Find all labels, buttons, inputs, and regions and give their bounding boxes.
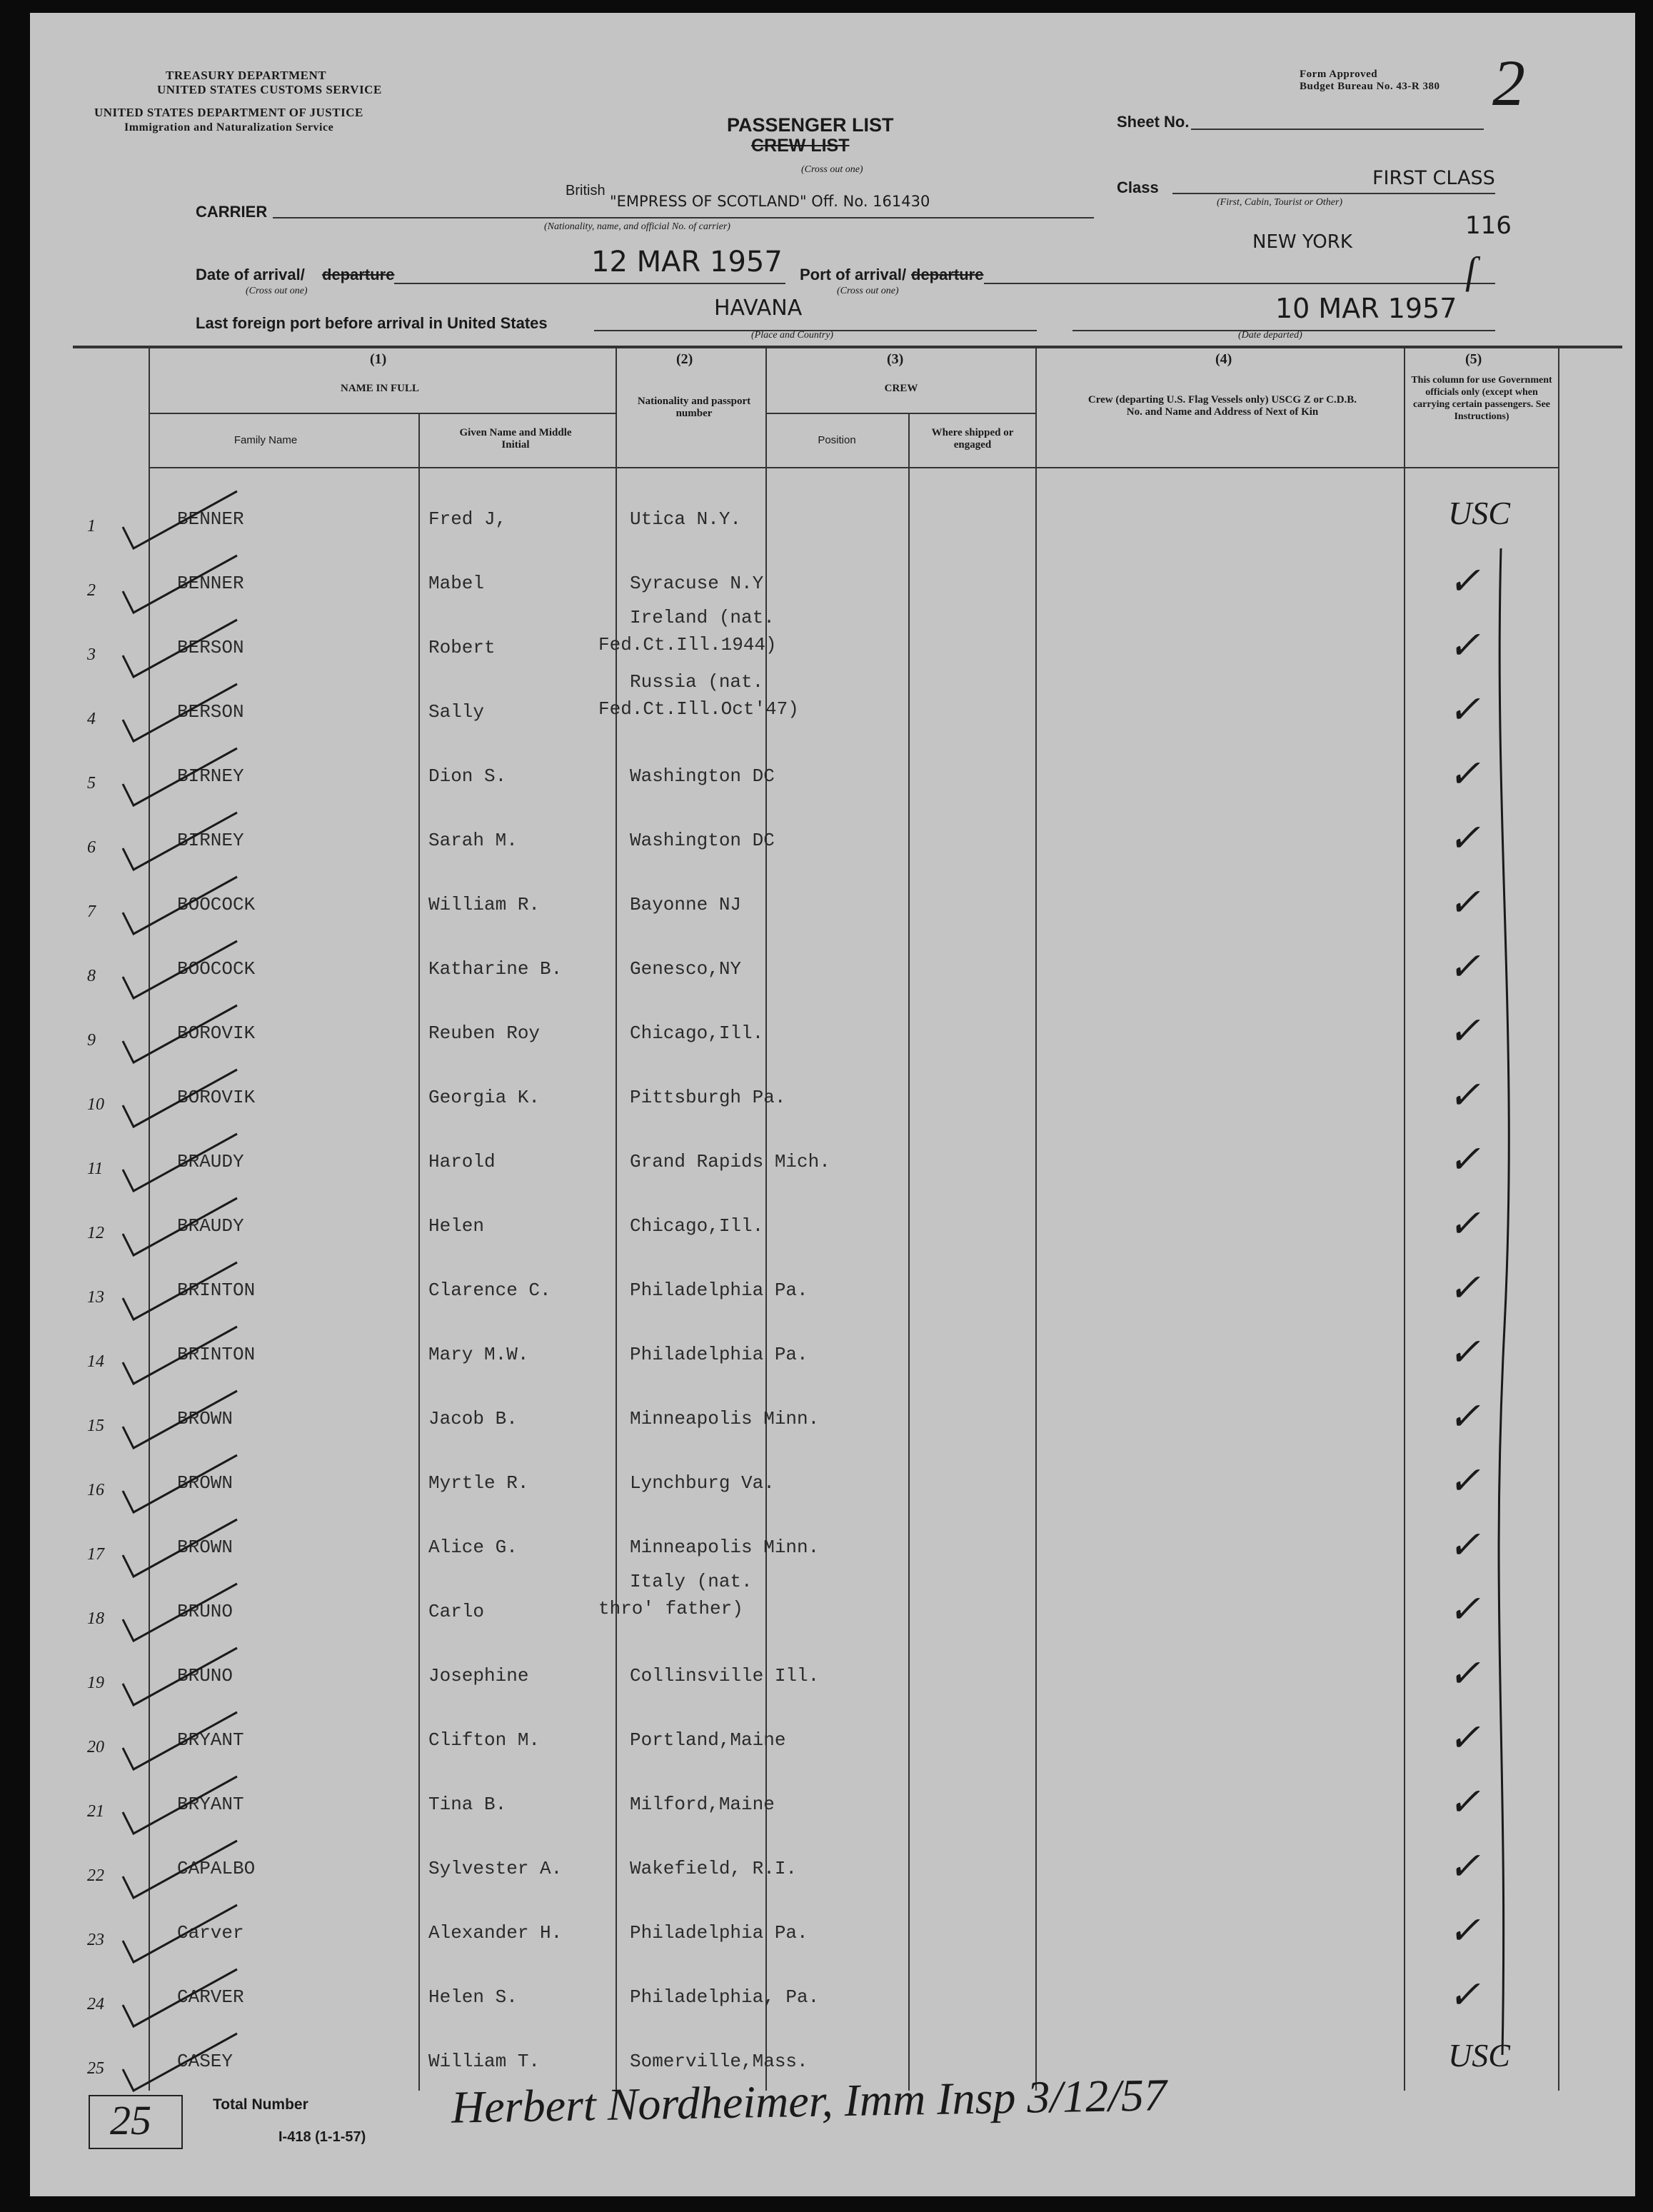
col3-position: Position [818,434,856,446]
family-name: Carver [177,1922,244,1944]
row-number: 20 [87,1738,104,1756]
nationality: Philadelphia Pa. [630,1922,808,1944]
nationality: Bayonne NJ [630,894,742,915]
agency-line-4: Immigration and Naturalization Service [124,121,334,134]
nationality: Pittsburgh Pa. [630,1087,786,1108]
official-check-mark: USC [1448,495,1510,531]
nationality: Philadelphia Pa. [630,1280,808,1301]
family-name: BENNER [177,508,244,530]
row-number: 2 [87,581,96,600]
official-check-mark: ✓ [1448,1459,1481,1502]
given-name: William T. [428,2051,541,2072]
given-name: Clifton M. [428,1729,541,1751]
family-name: BOOCOCK [177,894,256,915]
nationality: Washington DC [630,765,775,787]
nationality: Genesco,NY [630,958,742,980]
nationality-line-2: thro' father) [598,1598,743,1619]
official-check-mark: ✓ [1448,1909,1481,1952]
class-note: (First, Cabin, Tourist or Other) [1217,197,1343,208]
row-number: 14 [87,1352,104,1371]
given-name: Mabel [428,573,485,594]
official-check-mark: ✓ [1448,1138,1481,1181]
tally-line [1451,541,1551,2062]
given-name: Alexander H. [428,1922,563,1944]
agency-line-2: UNITED STATES CUSTOMS SERVICE [157,83,382,96]
nationality: Chicago,Ill. [630,1022,764,1044]
family-name: BRINTON [177,1344,256,1365]
family-name: BOROVIK [177,1022,256,1044]
given-name: Reuben Roy [428,1022,541,1044]
port-handwritten-mark: ſ [1465,249,1477,292]
family-name: CARVER [177,1986,244,2008]
official-check-mark: ✓ [1448,1588,1481,1631]
last-port-value: HAVANA [714,296,803,321]
official-check-mark: ✓ [1448,881,1481,924]
row-number: 12 [87,1224,104,1242]
family-name: CASEY [177,2051,233,2072]
nationality-line-1: Ireland (nat. [630,607,775,628]
given-name: Clarence C. [428,1280,551,1301]
official-check-mark: USC [1448,2037,1510,2073]
form-number: I-418 (1-1-57) [278,2129,366,2145]
inspector-signature: Herbert Nordheimer, Imm Insp 3/12/57 [451,2069,1167,2133]
col3-where-shipped: Where shipped or engaged [931,427,1014,451]
row-number: 17 [87,1545,104,1564]
official-check-mark: ✓ [1448,1974,1481,2016]
nationality-line-1: Russia (nat. [630,671,764,693]
carrier-label: CARRIER [196,203,268,221]
carrier-note: (Nationality, name, and official No. of carrier) [544,221,730,232]
row-number: 6 [87,838,96,857]
row-number: 25 [87,2059,104,2078]
row-number: 11 [87,1160,104,1178]
row-number: 5 [87,774,96,793]
given-name: Helen S. [428,1986,518,2008]
carrier-name: "EMPRESS OF SCOTLAND" Off. No. 161430 [610,193,930,210]
row-number: 23 [87,1931,104,1949]
row-number: 7 [87,903,96,921]
row-tick-mark [101,2019,244,2098]
date-note: (Cross out one) [246,286,308,296]
port-arrival-label: Port of arrival/ [800,266,907,283]
family-name: BRUNO [177,1601,233,1622]
class-number: 116 [1465,211,1512,240]
col1-title: NAME IN FULL [340,383,419,394]
passenger-list-sheet [30,13,1635,2196]
nationality: Philadelphia, Pa. [630,1986,820,2008]
family-name: BROWN [177,1537,233,1558]
nationality: Minneapolis Minn. [630,1408,820,1429]
row-number: 15 [87,1417,104,1435]
family-name: BROWN [177,1472,233,1494]
col3-title: CREW [884,383,918,394]
family-name: BOROVIK [177,1087,256,1108]
given-name: Dion S. [428,765,507,787]
family-name: BROWN [177,1408,233,1429]
total-label: Total Number [213,2096,308,2113]
family-name: CAPALBO [177,1858,256,1879]
nationality: Syracuse N.Y [630,573,764,594]
official-check-mark: ✓ [1448,560,1481,603]
col5-number: (5) [1465,351,1482,367]
row-number: 9 [87,1031,96,1050]
col1-family-name: Family Name [233,434,298,446]
nationality: Lynchburg Va. [630,1472,775,1494]
title-note: (Cross out one) [801,164,863,175]
nationality-line-2: Fed.Ct.Ill.1944) [598,634,777,655]
nationality: Wakefield, R.I. [630,1858,798,1879]
row-number: 21 [87,1802,104,1821]
official-check-mark: ✓ [1448,1524,1481,1567]
official-check-mark: ✓ [1448,1074,1481,1117]
family-name: BRAUDY [177,1151,244,1172]
official-check-mark: ✓ [1448,1202,1481,1245]
col4-number: (4) [1215,351,1232,367]
family-name: BIRNEY [177,765,244,787]
nationality: Chicago,Ill. [630,1215,764,1237]
row-number: 4 [87,710,96,728]
nationality: Grand Rapids Mich. [630,1151,830,1172]
official-check-mark: ✓ [1448,753,1481,795]
family-name: BRINTON [177,1280,256,1301]
col1-given-name: Given Name and Middle Initial [459,427,572,451]
family-name: BENNER [177,573,244,594]
family-name: BRYANT [177,1729,244,1751]
given-name: Tina B. [428,1794,507,1815]
sheet-label: Sheet No. [1117,113,1190,131]
col2-title: Nationality and passport number [637,396,751,419]
nationality-line-2: Fed.Ct.Ill.Oct'47) [598,698,799,720]
row-number: 19 [87,1674,104,1692]
row-number: 13 [87,1288,104,1307]
col1-number: (1) [370,351,387,367]
last-port-label: Last foreign port before arrival in United States [196,314,548,332]
col4-title: Crew (departing U.S. Flag Vessels only) USCG Z or C.D.B. No. and Name and Address of Next of Kin [1087,394,1357,418]
given-name: Mary M.W. [428,1344,529,1365]
date-arrival-label: Date of arrival/ [196,266,305,283]
nationality: Collinsville Ill. [630,1665,820,1686]
budget-bureau: Budget Bureau No. 43-R 380 [1300,81,1440,92]
nationality: Somerville,Mass. [630,2051,808,2072]
given-name: Alice G. [428,1537,518,1558]
last-port-note: (Place and Country) [751,330,834,341]
family-name: BRYANT [177,1794,244,1815]
col3-number: (3) [887,351,904,367]
given-name: Harold [428,1151,496,1172]
row-number: 16 [87,1481,104,1499]
row-number: 10 [87,1095,104,1114]
port-arrival-value: NEW YORK [1252,231,1352,253]
sheet-number: 2 [1492,46,1525,119]
row-number: 1 [87,517,96,536]
nationality: Washington DC [630,830,775,851]
nationality: Utica N.Y. [630,508,742,530]
given-name: Josephine [428,1665,529,1686]
row-number: 18 [87,1609,104,1628]
given-name: Carlo [428,1601,485,1622]
nationality: Philadelphia Pa. [630,1344,808,1365]
class-value: FIRST CLASS [1372,167,1495,189]
official-check-mark: ✓ [1448,624,1481,667]
official-check-mark: ✓ [1448,1652,1481,1695]
page-title: PASSENGER LIST [727,114,894,136]
class-label: Class [1117,179,1159,196]
official-check-mark: ✓ [1448,1267,1481,1309]
last-port-date-note: (Date departed) [1238,330,1302,341]
form-approved: Form Approved [1300,69,1378,80]
given-name: Fred J, [428,508,507,530]
crew-list-struck: CREW LIST [751,136,850,156]
family-name: BERSON [177,637,244,658]
given-name: Helen [428,1215,485,1237]
nationality: Milford,Maine [630,1794,775,1815]
nationality: Minneapolis Minn. [630,1537,820,1558]
given-name: Georgia K. [428,1087,541,1108]
row-number: 3 [87,645,96,664]
given-name: Myrtle R. [428,1472,529,1494]
given-name: Sylvester A. [428,1858,563,1879]
given-name: Robert [428,637,496,658]
date-arrival-value: 12 MAR 1957 [591,246,783,278]
given-name: William R. [428,894,541,915]
given-name: Sally [428,701,485,723]
official-check-mark: ✓ [1448,1010,1481,1052]
family-name: BIRNEY [177,830,244,851]
date-departure-struck: departure [322,266,395,283]
row-number: 22 [87,1866,104,1885]
row-number: 24 [87,1995,104,2014]
col5-title: This column for use Government officials only (except when carrying certain passengers. See Instructions) [1411,375,1552,422]
family-name: BRUNO [177,1665,233,1686]
official-check-mark: ✓ [1448,1395,1481,1438]
carrier-nationality: British [566,183,606,198]
nationality-line-1: Italy (nat. [630,1571,753,1592]
family-name: BOOCOCK [177,958,256,980]
given-name: Jacob B. [428,1408,518,1429]
given-name: Katharine B. [428,958,563,980]
total-count: 25 [110,2097,151,2143]
nationality: Portland,Maine [630,1729,786,1751]
official-check-mark: ✓ [1448,817,1481,860]
given-name: Sarah M. [428,830,518,851]
row-number: 8 [87,967,96,985]
official-check-mark: ✓ [1448,1716,1481,1759]
agency-line-3: UNITED STATES DEPARTMENT OF JUSTICE [94,106,363,119]
port-note: (Cross out one) [837,286,899,296]
official-check-mark: ✓ [1448,688,1481,731]
last-port-date: 10 MAR 1957 [1275,293,1457,324]
official-check-mark: ✓ [1448,945,1481,988]
agency-line-1: TREASURY DEPARTMENT [166,69,327,82]
family-name: BERSON [177,701,244,723]
col2-number: (2) [676,351,693,367]
family-name: BRAUDY [177,1215,244,1237]
official-check-mark: ✓ [1448,1781,1481,1824]
port-departure-struck: departure [911,266,984,283]
official-check-mark: ✓ [1448,1331,1481,1374]
official-check-mark: ✓ [1448,1845,1481,1888]
